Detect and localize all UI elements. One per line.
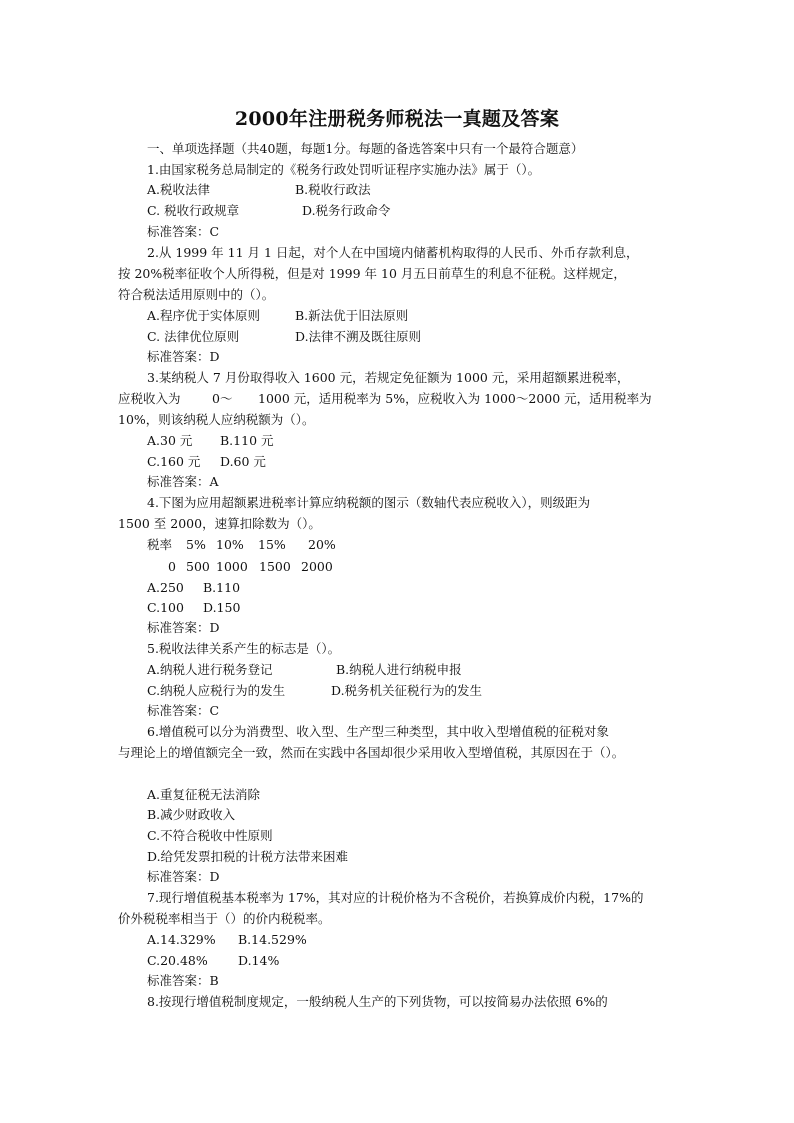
question-5-stem: 5.税收法律关系产生的标志是（）。 (147, 641, 341, 656)
question-2-option-a: A.程序优于实体原则 (147, 308, 261, 323)
question-6-option-b: B.减少财政收入 (147, 807, 236, 822)
question-7-option-a: A.14.329% (147, 932, 216, 947)
question-4-option-d: D.150 (203, 600, 241, 615)
question-3-answer: 标准答案：A (147, 474, 219, 489)
question-3-option-d: D.60 元 (220, 454, 266, 469)
question-7-stem-line-1: 7.现行增值税基本税率为 17%，其对应的计税价格为不含税价，若换算成价内税，17%的 (147, 890, 644, 905)
income-tick-1500: 1500 (259, 559, 291, 574)
question-8-stem-line-1: 8.按现行增值税制度规定，一般纳税人生产的下列货物，可以按简易办法依照 6%的 (147, 994, 608, 1009)
question-3-stem-line-3: 10%，则该纳税人应纳税额为（）。 (118, 412, 315, 427)
tax-rate-5: 5% (186, 537, 206, 552)
question-5-option-b: B.纳税人进行纳税申报 (336, 662, 462, 677)
question-2-option-b: B.新法优于旧法原则 (295, 308, 409, 323)
question-7-option-b: B.14.529% (238, 932, 307, 947)
section-heading: 一、单项选择题（共40题，每题1分。每题的备选答案中只有一个最符合题意） (147, 141, 584, 156)
question-4-answer: 标准答案：D (147, 620, 220, 635)
question-4-stem-line-2: 1500 至 2000，速算扣除数为（）。 (118, 516, 321, 531)
question-6-answer: 标准答案：D (147, 869, 220, 884)
question-4-option-b: B.110 (203, 580, 241, 595)
question-3-stem-line-2c: 1000 元，适用税率为 5%，应税收入为 1000～2000 元，适用税率为 (258, 391, 652, 406)
question-6-stem-line-2: 与理论上的增值额完全一致，然而在实践中各国却很少采用收入型增值税，其原因在于（）。 (118, 745, 625, 760)
question-5-answer: 标准答案：C (147, 703, 220, 718)
question-7-answer: 标准答案：B (147, 973, 219, 988)
question-2-stem-line-3: 符合税法适用原则中的（）。 (118, 287, 275, 302)
question-1-stem: 1.由国家税务总局制定的《税务行政处罚听证程序实施办法》属于（）。 (147, 162, 541, 177)
income-tick-0: 0 (168, 559, 176, 574)
question-5-option-d: D.税务机关征税行为的发生 (331, 683, 483, 698)
question-1-option-d: D.税务行政命令 (302, 203, 391, 218)
question-7-stem-line-2: 价外税税率相当于（）的价内税税率。 (118, 911, 331, 926)
question-6-stem-line-1: 6.增值税可以分为消费型、收入型、生产型三种类型，其中收入型增值税的征税对象 (147, 724, 609, 739)
tax-rate-10: 10% (216, 537, 244, 552)
question-3-stem-line-2b: 0～ (212, 391, 233, 406)
question-7-option-d: D.14% (238, 953, 280, 968)
question-2-option-c: C. 法律优位原则 (147, 329, 240, 344)
question-6-option-c: C.不符合税收中性原则 (147, 828, 273, 843)
question-3-option-c: C.160 元 (147, 454, 201, 469)
question-4-option-c: C.100 (147, 600, 184, 615)
question-2-answer: 标准答案：D (147, 349, 220, 364)
tax-rate-label: 税率 (147, 537, 173, 552)
question-3-option-a: A.30 元 (147, 433, 193, 448)
question-1-answer: 标准答案：C (147, 224, 220, 239)
question-1-option-c: C. 税收行政规章 (147, 203, 240, 218)
question-1-option-b: B.税收行政法 (295, 182, 371, 197)
income-tick-500: 500 (186, 559, 210, 574)
question-2-option-d: D.法律不溯及既往原则 (295, 329, 422, 344)
question-6-option-d: D.给凭发票扣税的计税方法带来困难 (147, 849, 349, 864)
question-3-option-b: B.110 元 (220, 433, 274, 448)
tax-rate-15: 15% (258, 537, 286, 552)
question-3-stem-line-2a: 应税收入为 (118, 391, 181, 406)
income-tick-2000: 2000 (301, 559, 333, 574)
tax-rate-20: 20% (308, 537, 336, 552)
question-5-option-c: C.纳税人应税行为的发生 (147, 683, 286, 698)
question-4-stem-line-1: 4.下图为应用超额累进税率计算应纳税额的图示（数轴代表应税收入），则级距为 (147, 495, 591, 510)
question-2-stem-line-2: 按 20%税率征收个人所得税，但是对 1999 年 10 月五日前草生的利息不征税。这样规定， (118, 266, 626, 281)
question-6-option-a: A.重复征税无法消除 (147, 787, 261, 802)
question-1-option-a: A.税收法律 (147, 182, 211, 197)
question-2-stem-line-1: 2.从 1999 年 11 月 1 日起，对个人在中国境内储蓄机构取得的人民币、外币存款利息， (147, 245, 639, 260)
question-7-option-c: C.20.48% (147, 953, 208, 968)
question-3-stem-line-1: 3.某纳税人 7 月份取得收入 1600 元，若规定免征额为 1000 元，采用超额累进税率， (147, 370, 630, 385)
question-5-option-a: A.纳税人进行税务登记 (147, 662, 273, 677)
question-4-option-a: A.250 (147, 580, 184, 595)
page-title: 2000年注册税务师税法一真题及答案 (234, 108, 560, 130)
income-tick-1000: 1000 (216, 559, 248, 574)
